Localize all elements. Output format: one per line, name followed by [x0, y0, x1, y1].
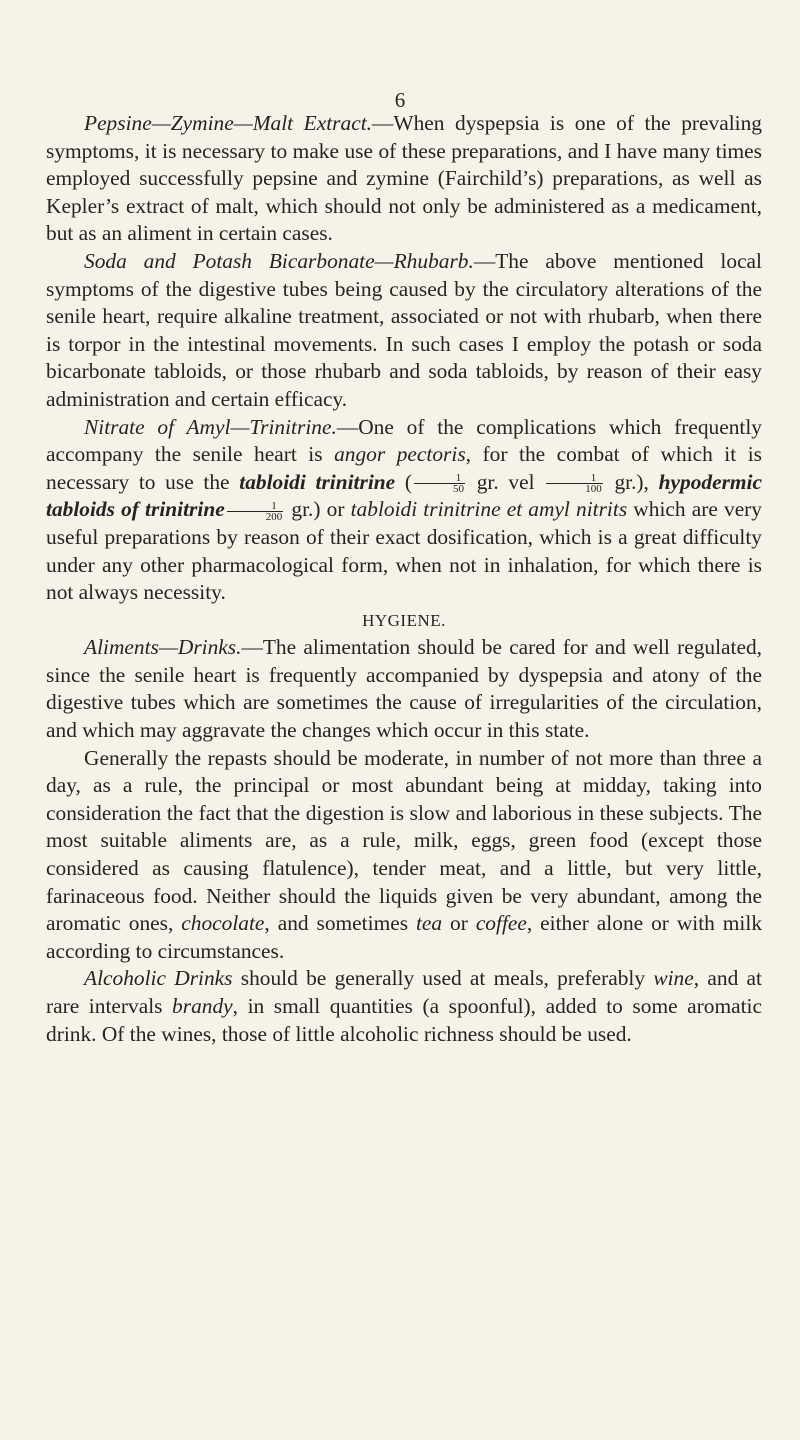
alcoholic-text-1: should be generally used at meals, preferably: [232, 966, 654, 991]
nitrate-text-7: which are very useful preparations by reason of their exact dosification, which is a great difficulty under any other pharmacological form, when not in inhalation, for which there is not always necessity.: [46, 497, 763, 605]
dose-fraction-2: $\frac{1}{100}$: [546, 473, 603, 494]
nitrate-heading: Nitrate of Amyl—Trinitrine.: [84, 414, 337, 439]
hygiene-heading: HYGIENE.: [362, 610, 446, 630]
angor-pectoris-term: angor pectoris: [334, 442, 466, 467]
nitrate-text-1: —One of the complications which frequently accompany the senile heart is: [46, 414, 762, 467]
tabloidi-amyl-term: tabloidi trinitrine et amyl nitrits: [350, 497, 628, 522]
aliments-heading: Aliments—Drinks.: [84, 635, 242, 660]
repasts-text-1: Generally the repasts should be moderate, in number of not more than three a day, as a rule, the principal or most abundant being at midday, taking into consideration the fact that the digestion is slow and laborious in these subjects. The most suitable aliments are, as a rule, milk, eggs, green food (except those considered as causing flatulence), tender meat, and a little, but very little, farinaceous food. Neither should the liquids given be very abundant, among the aromatic ones,: [46, 745, 762, 936]
pepsine-text: —When dyspepsia is one of the prevaling symptoms, it is necessary to make use of these preparations, and I have many times employed successfully pepsine and zymine (Fairchild’s) preparations, as well as Kepler’s extract of malt, which should not only be administered as a medicament, but as an aliment in certain cases.: [46, 111, 762, 246]
dose-fraction-1: $\frac{1}{50}$: [414, 473, 465, 494]
nitrate-text-4: gr. vel: [467, 469, 545, 494]
tabloidi-trinitrine-term: tabloidi trinitrine: [239, 469, 396, 494]
paragraph-pepsine: [46, 110, 762, 248]
chocolate-term: chocolate: [181, 911, 265, 936]
nitrate-text-2: , for the combat of which it is necessary to use the: [46, 442, 762, 494]
dose-fraction-3: $\frac{1}{200}$: [227, 501, 284, 522]
brandy-term: brandy: [172, 994, 233, 1018]
hypodermic-tabloids-term: hypodermic tabloids of trinitrine: [46, 469, 762, 522]
aliments-text: —The alimentation should be cared for and well regulated, since the senile heart is frequently accompanied by dyspepsia and atony of the digestive tubes which are sometimes the cause of irregularities of the circulation, and which may aggravate the changes which occur in this state.: [46, 635, 762, 743]
alcoholic-text-3: , in small quantities (a spoonful), added to some aromatic drink. Of the wines, those of little alcoholic richness should be used.: [46, 994, 762, 1046]
nitrate-text-5: gr.),: [604, 469, 659, 494]
soda-heading: Soda and Potash Bicarbonate—Rhubarb.: [84, 248, 474, 273]
pepsine-heading: Pepsine—Zymine—Malt Extract.: [84, 111, 372, 135]
tea-term: tea: [415, 911, 443, 936]
alcoholic-heading: Alcoholic Drinks: [84, 966, 233, 991]
soda-text: —The above mentioned local symptoms of the digestive tubes being caused by the circulatory alterations of the senile heart, require alkaline treatment, associated or not with rhubarb, when there is torpor in the intestinal movements. In such cases I employ the potash or soda bicarbonate tabloids, or those rhubarb and soda tabloids, by reason of their easy administration and certain efficacy.: [46, 248, 762, 411]
paragraph-nitrate: [46, 414, 762, 607]
alcoholic-text-2: , and at rare intervals: [46, 966, 762, 1018]
repasts-text-3: or: [442, 911, 476, 936]
repasts-text-4: , either alone or with milk according to circumstances.: [46, 911, 763, 963]
paragraph-alcoholic: [46, 965, 762, 1048]
repasts-text-2: , and sometimes: [264, 911, 416, 936]
page-number: 6: [394, 88, 406, 112]
coffee-term: coffee: [475, 911, 527, 936]
wine-term: wine: [653, 966, 694, 991]
paragraph-repasts: [46, 745, 762, 966]
paragraph-aliments: [46, 634, 762, 744]
body-text: [46, 110, 762, 1048]
paragraph-soda: [46, 248, 762, 414]
nitrate-text-3: (: [395, 469, 412, 494]
nitrate-text-6: gr.) or: [285, 497, 351, 522]
